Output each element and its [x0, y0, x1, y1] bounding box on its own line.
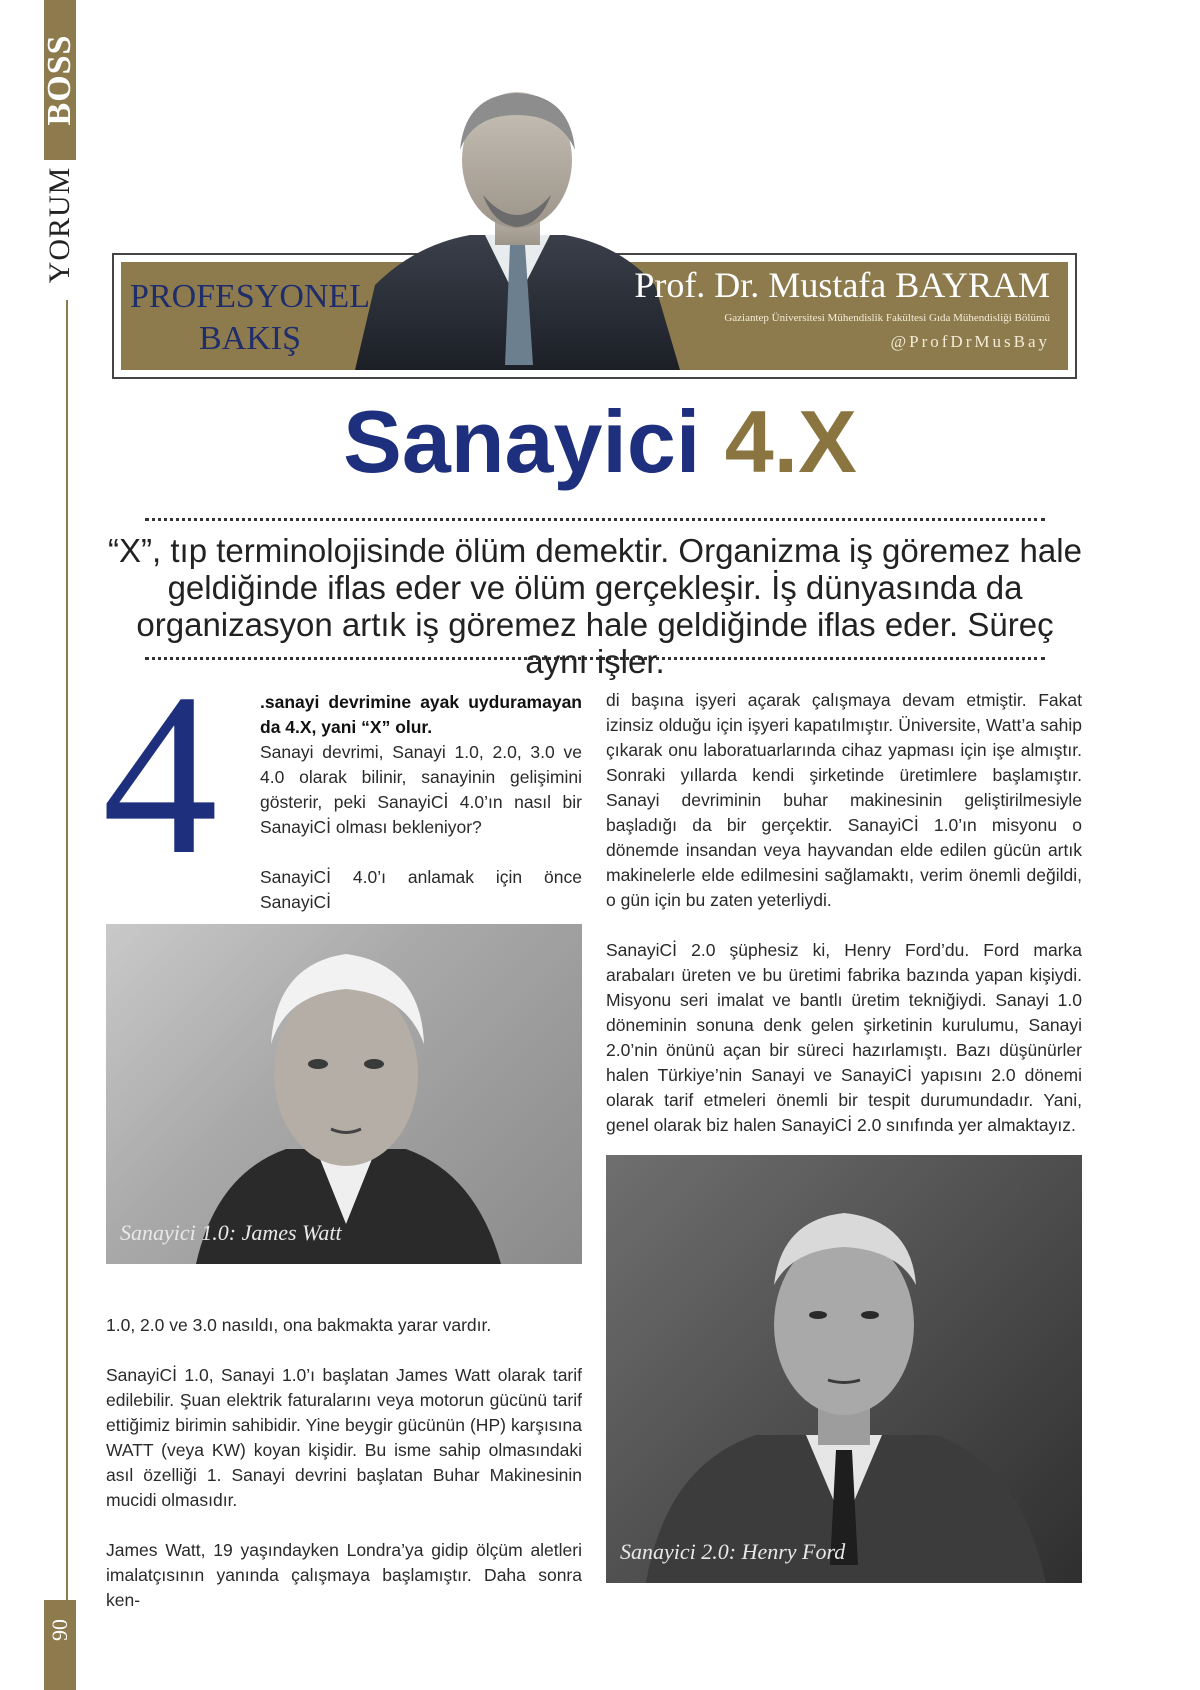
author-name: Prof. Dr. Mustafa BAYRAM	[634, 265, 1050, 305]
author-handle: @ProfDrMusBay	[890, 332, 1050, 351]
brand-tab	[41, 0, 78, 160]
ford-caption: Sanayici 2.0: Henry Ford	[620, 1539, 846, 1564]
author-photo	[355, 85, 680, 370]
paragraph-7: SanayiCİ 2.0 şüphesiz ki, Henry Ford’du. Ford marka arabaları üreten ve bu üretimi fabrika bazında yapan kişiydi. Misyonu seri imalat ve bantlı üretim tekniğiydi. Sanayi 1.0 döneminin sonuna denk gelen şirketinin kurulumu, Sanayi 2.0’nin önünü açan bir süreci hazırlamıştı. Bazı düşünürler halen Türkiye’nin Sanayi ve SanayiCİ yapısını 2.0 dönemi olarak tarif etmeleri önemli bir tespit durumundadır. Yani, genel olarak biz halen SanayiCİ 2.0 sınıfında yer almaktayız.	[606, 940, 1082, 1135]
lead-paragraph: “X”, tıp terminolojisinde ölüm demektir. Organizma iş göremez hale geldiğinde iflas eder ve ölüm gerçekleşir. İş dünyasında da organizasyon artık iş göremez hale geldiğinde iflas eder. Süreç aynı işler.	[108, 532, 1082, 680]
divider-bottom	[145, 657, 1045, 660]
james-watt-portrait	[106, 924, 582, 1264]
paragraph-1: Sanayi devrimi, Sanayi 1.0, 2.0, 3.0 ve 4.0 olarak bilinir, sanayinin gelişimini gösterir, peki SanayiCİ 4.0’ın nasıl bir SanayiCİ olması bekleniyor?	[260, 742, 582, 837]
paragraph-4: SanayiCİ 1.0, Sanayi 1.0’ı başlatan James Watt olarak tarif edilebilir. Şuan elektrik faturalarını veya motorun gücünü tarif ettiğimiz birimin sahibidir. Yine beygir gücünün (HP) karşısına WATT (veya KW) koyan kişidir. Bu isme sahip olmasındaki asıl özelliği 1. Sanayi devrini başlatan Buhar Makinesinin mucidi olmasıdır.	[106, 1365, 582, 1510]
author-affiliation: Gaziantep Üniversitesi Mühendislik Fakültesi Gıda Mühendisliği Bölümü	[724, 312, 1050, 324]
column-kicker	[130, 276, 370, 360]
article-title	[0, 392, 1200, 492]
james-watt-photo	[106, 924, 582, 1264]
spine-rule	[66, 300, 68, 1610]
brand-label: BOSS	[41, 34, 78, 126]
column-a-top	[260, 690, 582, 940]
henry-ford-photo	[606, 1155, 1082, 1583]
divider-top	[145, 518, 1045, 521]
watt-caption: Sanayici 1.0: James Watt	[120, 1220, 342, 1245]
column-a-bottom	[106, 1313, 582, 1638]
paragraph-2: SanayiCİ 4.0’ı anlamak için önce SanayiCİ	[260, 867, 582, 912]
paragraph-5: James Watt, 19 yaşındayken Londra’ya gidip ölçüm aletleri imalatçısının yanında çalışmaya başlamıştır. Daha sonra ken-	[106, 1540, 582, 1610]
section-tab	[44, 160, 76, 290]
page-number-tab	[44, 1600, 76, 1690]
title-part-1: Sanayici	[343, 392, 701, 491]
paragraph-3: 1.0, 2.0 ve 3.0 nasıldı, ona bakmakta yarar vardır.	[106, 1315, 492, 1335]
paragraph-6: di başına işyeri açarak çalışmaya devam etmiştir. Fakat izinsiz olduğu için işyeri kapatılmıştır. Üniversite, Watt’a sahip çıkarak onu laboratuarlarında cihaz yapması için işe almıştır. Sonraki yıllarda kendi şirketinde üretimlere başlamıştır. Sanayi devriminin buhar makinesinin geliştirilmesiyle başladığı da bir gerçektir. SanayiCİ 1.0’ın misyonu o dönemde insandan veya hayvandan elde edilen gücün artık makinelerle elde edilmesini sağlamaktı, verim önemli değildi, o gün için bu zaten yeterliydi.	[606, 690, 1082, 910]
column-b	[606, 688, 1082, 1163]
title-part-2: 4.X	[724, 392, 857, 491]
henry-ford-portrait	[606, 1155, 1082, 1583]
section-label: YORUM	[43, 166, 76, 284]
kicker-line-2: BAKIŞ	[198, 320, 302, 357]
kicker-line-1: PROFESYONEL	[130, 278, 370, 315]
page-number: 90	[47, 1619, 72, 1641]
intro-bold: .sanayi devrimine ayak uyduramayan da 4.X, yani “X” olur.	[260, 692, 582, 737]
drop-cap: 4	[102, 646, 218, 903]
